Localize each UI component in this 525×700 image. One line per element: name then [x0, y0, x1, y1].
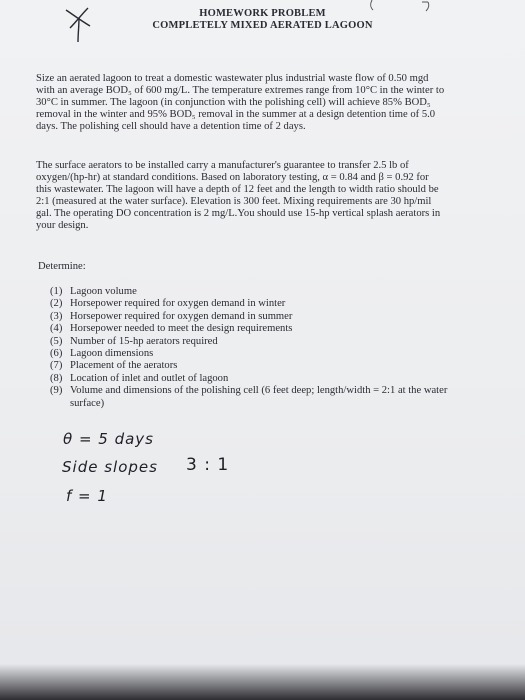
handwritten-f-value: f = 1 — [66, 487, 108, 505]
problem-paragraph-2: The surface aerators to be installed carry a manufacturer's guarantee to transfer 2.5 lb of oxygen/(hp-hr) at standard conditions. Based on laboratory testing, α = 0.84 and β = 0.92 for this wastewater. The lagoon will have a depth of 12 feet and the length to width ratio should be 2:1 (measured at the water surface). Elevation is 300 feet. Mixing requirements are 30 hp/mil gal. The operating DO concentration is 2 mg/L.You should use 15-hp vertical splash aerators in your design. — [36, 160, 441, 232]
document-subtitle: COMPLETELY MIXED AERATED LAGOON — [152, 20, 373, 31]
task-item: (1) Lagoon volume — [50, 286, 137, 297]
task-item: (6) Lagoon dimensions — [50, 348, 154, 360]
task-item: (7) Placement of the aerators — [50, 360, 178, 372]
problem-paragraph-1: Size an aerated lagoon to treat a domestic wastewater plus industrial waste flow of 0.50 mgd with an average BOD₅ of 600 mg/L. The temperature extremes range from 10°C in the winter to 30°C in summer. The lagoon (in conjunction with the polishing cell) will achieve 85% BOD₅ removal in the winter and 95% BOD₅ removal in the summer at a design detention time of 5.0 days. The polishing cell should have a detention time of 2 days. — [36, 73, 445, 133]
bottom-shadow — [0, 664, 525, 700]
handwritten-side-slopes: Side slopes — [62, 458, 158, 476]
task-item: (5) Number of 15-hp aerators required — [50, 335, 218, 347]
task-item: (2) Horsepower required for oxygen demand in winter — [50, 298, 286, 310]
task-item: (8) Location of inlet and outlet of lagoon — [50, 372, 229, 384]
task-item: (3) Horsepower required for oxygen demand in summer — [50, 310, 293, 322]
handwritten-detention-time: θ = 5 days — [63, 430, 154, 448]
document-title: HOMEWORK PROBLEM — [199, 8, 326, 19]
task-item: (9) Volume and dimensions of the polishing cell (6 feet deep; length/width = 2:1 at the water surface) — [50, 385, 448, 409]
task-list — [50, 286, 450, 410]
handwritten-slope-ratio: 3 : 1 — [186, 455, 230, 475]
task-item: (4) Horsepower needed to meet the design requirements — [50, 323, 293, 335]
determine-label: Determine: — [38, 261, 86, 272]
